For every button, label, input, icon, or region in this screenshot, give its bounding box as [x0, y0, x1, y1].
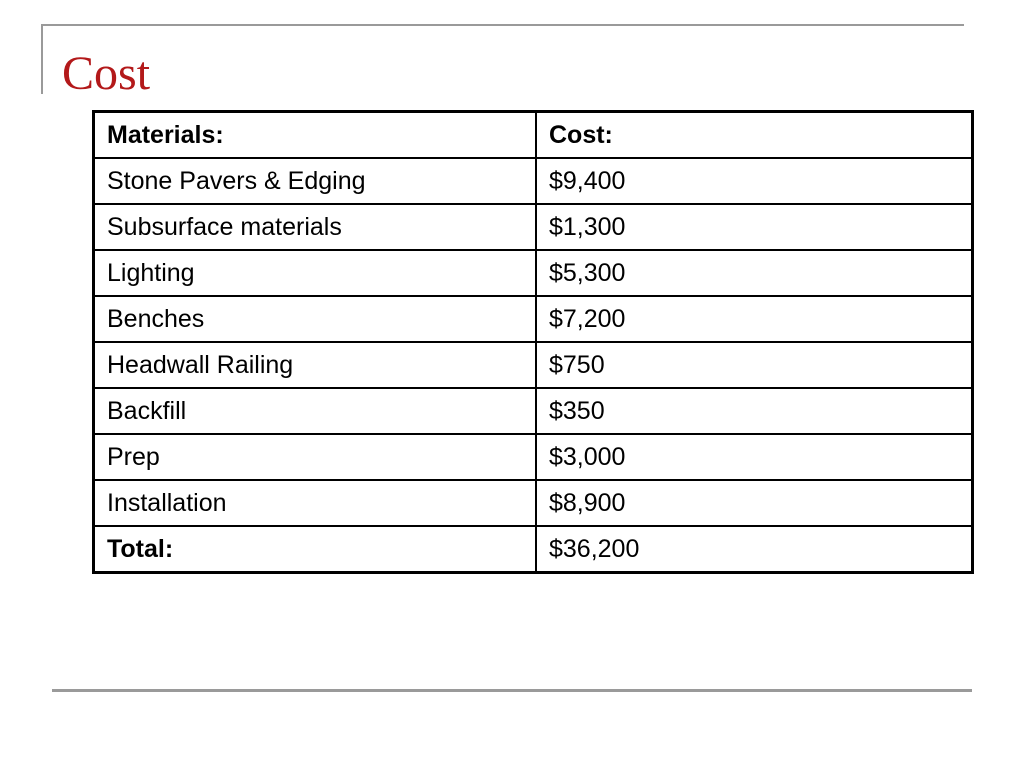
table-total-row: [94, 526, 973, 573]
top-left-vertical-rule: [41, 24, 43, 94]
table-header-row: [94, 112, 973, 159]
material-cell: Headwall Railing: [94, 342, 537, 388]
total-label: Total:: [94, 526, 537, 573]
cost-cell: $3,000: [536, 434, 973, 480]
material-cell: Installation: [94, 480, 537, 526]
table-row: [94, 204, 973, 250]
table-row: [94, 296, 973, 342]
header-materials: Materials:: [94, 112, 537, 159]
table-row: [94, 434, 973, 480]
material-cell: Stone Pavers & Edging: [94, 158, 537, 204]
cost-cell: $5,300: [536, 250, 973, 296]
cost-cell: $7,200: [536, 296, 973, 342]
material-cell: Benches: [94, 296, 537, 342]
cost-cell: $9,400: [536, 158, 973, 204]
cost-cell: $350: [536, 388, 973, 434]
material-cell: Backfill: [94, 388, 537, 434]
table-row: [94, 158, 973, 204]
table-row: [94, 250, 973, 296]
cost-table: [92, 110, 974, 574]
material-cell: Subsurface materials: [94, 204, 537, 250]
slide-title: Cost: [62, 47, 151, 100]
cost-cell: $750: [536, 342, 973, 388]
header-cost: Cost:: [536, 112, 973, 159]
cost-cell: $1,300: [536, 204, 973, 250]
material-cell: Lighting: [94, 250, 537, 296]
table-row: [94, 480, 973, 526]
bottom-horizontal-rule: [52, 689, 972, 692]
table-row: [94, 342, 973, 388]
material-cell: Prep: [94, 434, 537, 480]
cost-cell: $8,900: [536, 480, 973, 526]
total-cost: $36,200: [536, 526, 973, 573]
top-horizontal-rule: [41, 24, 964, 26]
table-row: [94, 388, 973, 434]
